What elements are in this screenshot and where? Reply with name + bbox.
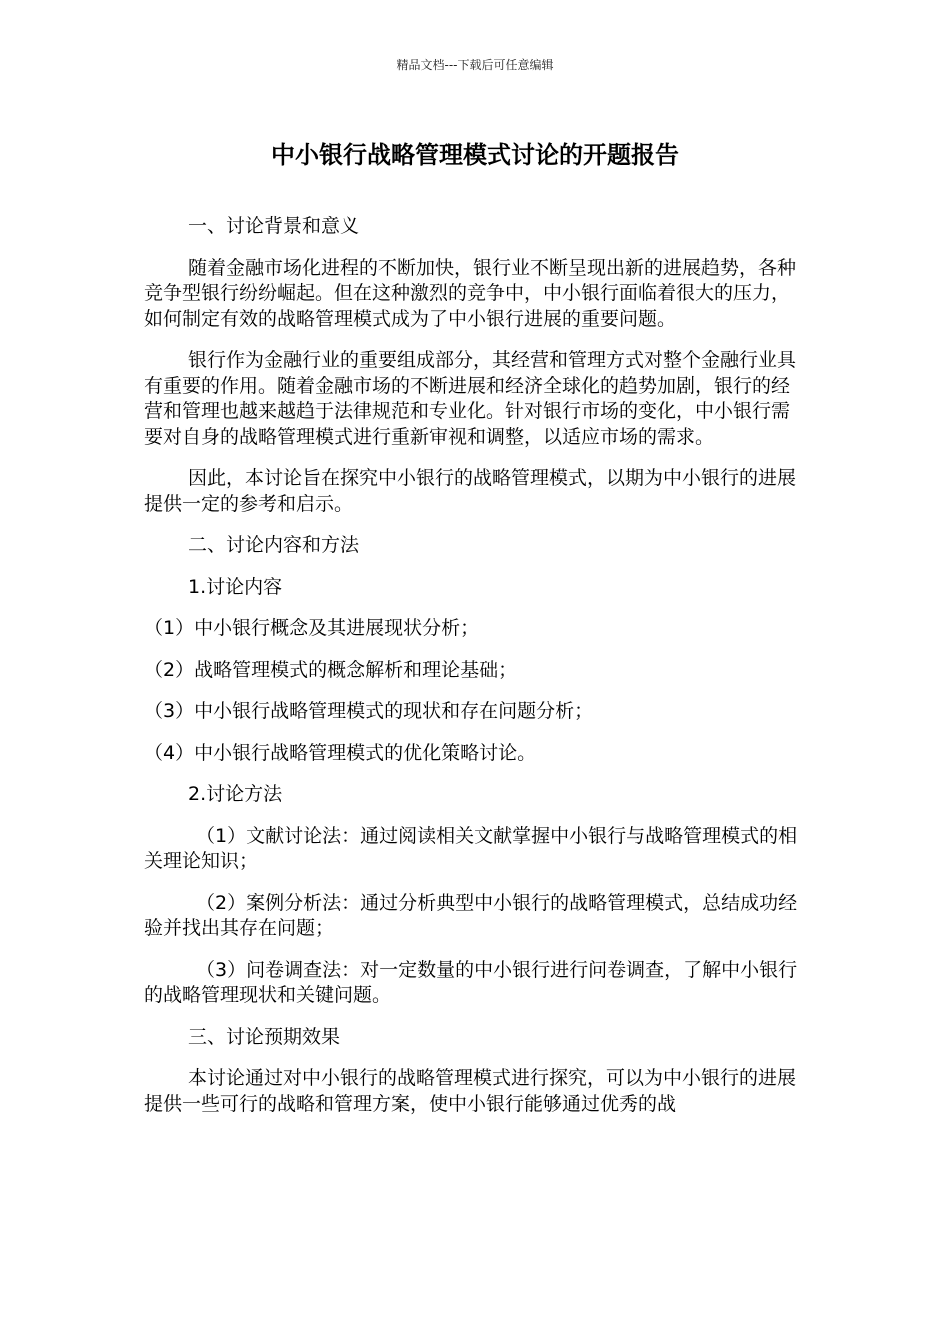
section-heading-content-methods: 二、讨论内容和方法 bbox=[188, 534, 360, 556]
document-title: 中小银行战略管理模式讨论的开题报告 bbox=[271, 141, 679, 169]
section-heading-background: 一、讨论背景和意义 bbox=[188, 215, 360, 237]
list-item: （2）战略管理模式的概念解析和理论基础； bbox=[144, 658, 518, 681]
method-item: （3）问卷调查法：对一定数量的中小银行进行问卷调查，了解中小银行的战略管理现状和关键问题。 bbox=[144, 958, 798, 1006]
subheading-content: 1.讨论内容 bbox=[188, 575, 283, 598]
page-header: 精品文档---下载后可任意编辑 bbox=[396, 58, 554, 72]
list-item: （1）中小银行概念及其进展现状分析； bbox=[144, 617, 480, 639]
subheading-methods: 2.讨论方法 bbox=[188, 783, 283, 805]
paragraph: 随着金融市场化进程的不断加快，银行业不断呈现出新的进展趋势，各种竞争型银行纷纷崛起。但在这种激烈的竞争中，中小银行面临着很大的压力，如何制定有效的战略管理模式成为了中小银行进展的重要问题。 bbox=[144, 256, 797, 330]
paragraph: 本讨论通过对中小银行的战略管理模式进行探究，可以为中小银行的进展提供一些可行的战略和管理方案，使中小银行能够通过优秀的战 bbox=[144, 1067, 797, 1115]
paragraph: 银行作为金融行业的重要组成部分，其经营和管理方式对整个金融行业具有重要的作用。随着金融市场的不断进展和经济全球化的趋势加剧，银行的经营和管理也越来越趋于法律规范和专业化。针对银行市场的变化，中小银行需要对自身的战略管理模式进行重新审视和调整，以适应市场的需求。 bbox=[144, 349, 797, 448]
paragraph: 因此，本讨论旨在探究中小银行的战略管理模式，以期为中小银行的进展提供一定的参考和启示。 bbox=[144, 467, 797, 515]
method-item: （2）案例分析法：通过分析典型中小银行的战略管理模式，总结成功经验并找出其存在问题； bbox=[144, 891, 798, 939]
document-body bbox=[144, 214, 806, 1133]
method-item: （1）文献讨论法：通过阅读相关文献掌握中小银行与战略管理模式的相关理论知识； bbox=[144, 824, 798, 872]
section-heading-expected-results: 三、讨论预期效果 bbox=[188, 1025, 341, 1048]
list-item: （4）中小银行战略管理模式的优化策略讨论。 bbox=[144, 741, 537, 764]
list-item: （3）中小银行战略管理模式的现状和存在问题分析； bbox=[144, 700, 594, 722]
